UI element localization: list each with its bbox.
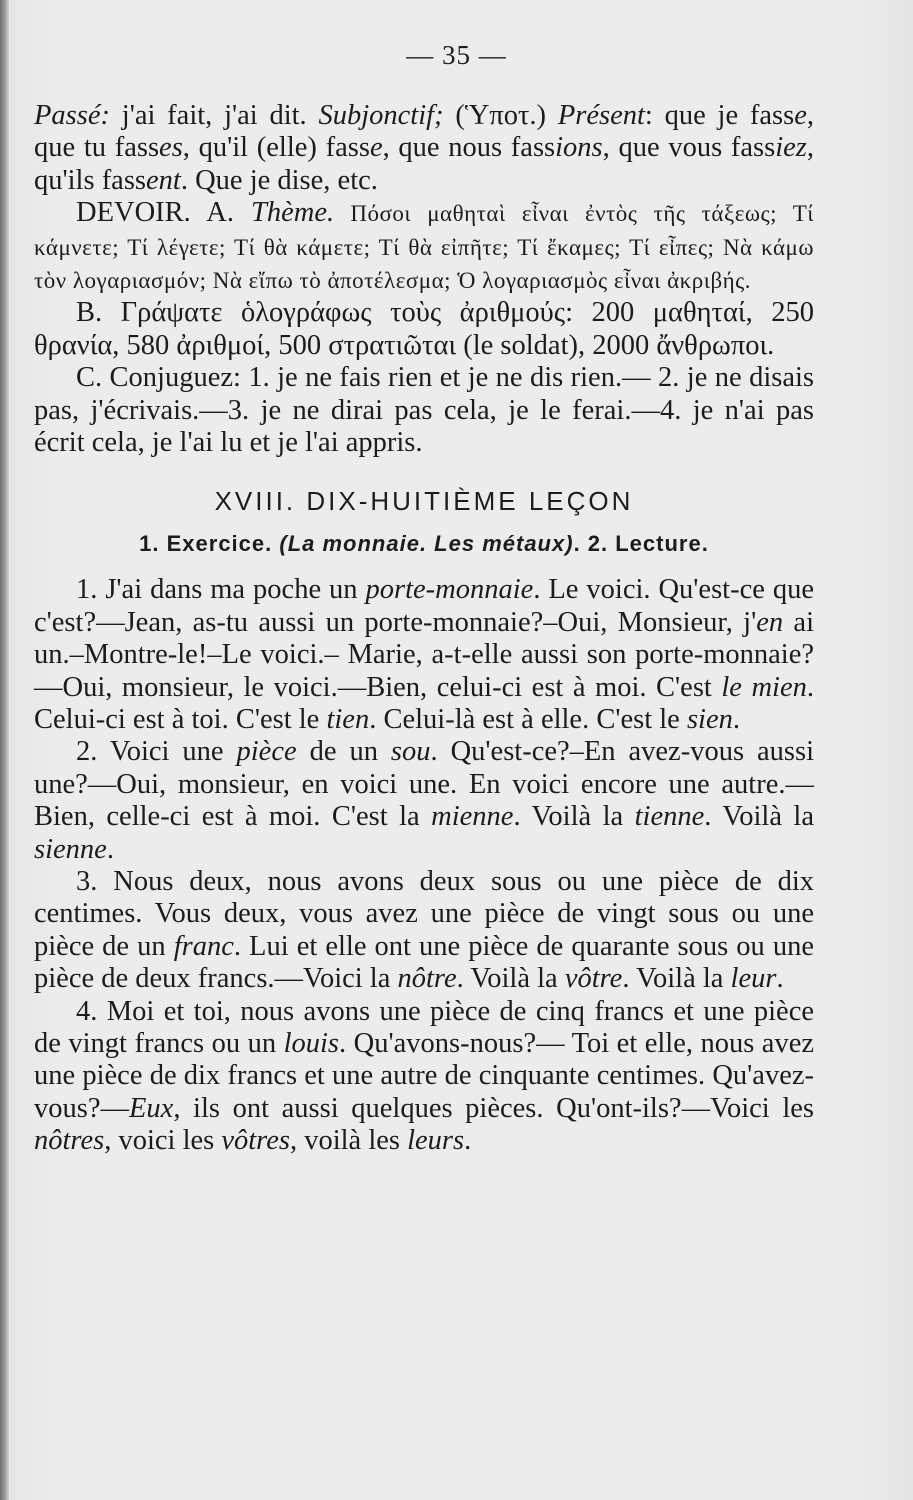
devoir-a-run: Thème. — [251, 197, 335, 229]
para-3-run: . Voilà la — [456, 963, 565, 995]
reading-paragraph-3 — [34, 866, 814, 996]
para-3-run: . Lui et elle ont une pièce de quarante sous ou une pièce de deux francs.—Voici la — [34, 930, 814, 995]
para-4-run: , ils ont aussi quelques pièces. Qu'ont-ils?—Voici les — [173, 1092, 814, 1124]
para1-run: : que je fass — [644, 100, 795, 131]
lesson-title: XVIII. DIX-HUITIÈME LEÇON — [214, 486, 634, 517]
para-1-run: porte-monnaie — [365, 574, 534, 606]
para-4-run: louis — [283, 1027, 340, 1059]
para1-run: , que tu fass — [34, 100, 814, 164]
para-1-run: . — [732, 703, 740, 735]
para1-run: , que vous fass — [602, 132, 776, 164]
para-2-run: sou — [390, 736, 431, 768]
para-2-run: sienne — [34, 833, 107, 865]
para-1-run: . Le voici. Qu'est-ce que c'est?—Jean, as-tu aussi un porte-monnaie?–Oui, Monsieur, j' — [34, 574, 814, 638]
para1-run: , qu'il (elle) fass — [182, 132, 370, 164]
reading-paragraph-1 — [34, 574, 814, 736]
para-1-run: le mien — [721, 671, 807, 703]
conjugation-paragraph — [34, 100, 814, 197]
para-4-run: nôtres — [34, 1125, 105, 1157]
page-body — [34, 100, 814, 1158]
para-1-run: 1. J'ai dans ma poche un — [76, 574, 366, 606]
lesson-subtitle-run: . 2. Lecture. — [573, 530, 709, 556]
para1-run: es — [159, 132, 183, 164]
reading-paragraph-4 — [34, 996, 814, 1158]
para-3-run: . Voilà la — [622, 963, 731, 995]
lesson-subtitle — [34, 528, 814, 560]
para1-run: Subjonctif; — [318, 100, 444, 131]
para-1-run: tien — [326, 703, 370, 735]
para-4-run: , voilà les — [289, 1125, 408, 1157]
para1-run: e — [794, 100, 807, 131]
para1-run: iez — [775, 132, 807, 164]
para-2-run: . Voilà la — [513, 801, 635, 833]
para1-run: ions — [555, 132, 603, 164]
para-2-run: tienne — [634, 801, 705, 833]
para-1-run: sien — [686, 703, 733, 735]
para-1-run: . Celui-là est à elle. C'est le — [369, 703, 687, 735]
para-2-run: . Voilà la — [704, 801, 814, 833]
para-1-run: ai un.–Montre-le!–Le voici.– Marie, a-t-elle aussi son porte-monnaie?—Oui, monsieur, le voici.—Bien, celui-ci est à moi. C'est — [34, 606, 814, 703]
para-2-run: mienne — [431, 801, 514, 833]
devoir-b-run: B. Γράψατε ὁλογράφως τοὺς ἀριθμούς: 200 μαθηταί, 250 θρανία, 580 ἀριθμοί, 500 στρατιῶται (le soldat), 2000 ἄνθρωποι. — [34, 297, 814, 361]
devoir-a-paragraph — [34, 197, 814, 297]
para1-run: Passé: — [34, 100, 110, 131]
para-4-run: vôtres — [221, 1125, 290, 1157]
para1-run: e — [369, 132, 383, 164]
para-2-run: . Qu'est-ce?–En avez-vous aussi une?—Oui, monsieur, en voici une. En voici encore une autre.—Bien, celle-ci est à moi. C'est la — [34, 736, 814, 833]
devoir-a-run: Πόσοι μαθηταὶ εἶναι ἐντὸς τῆς τάξεως; Τί κάμνετε; Τί λέγετε; Τί θὰ κάμετε; Τί θὰ εἰπῆτε; Τί ἔκαμες; Τί εἶπες; Νὰ κάμω τὸν λογαριασμόν; Νὰ εἴπω τὸ ἀποτέλεσμα; Ὁ λογαριασμὸς εἶναι ἀκριβής. — [34, 201, 814, 294]
para1-run: Présent — [557, 100, 645, 131]
para-3-run: 3. Nous deux, nous avons deux sous ou une pièce de dix centimes. Vous deux, vous avez une pièce de vingt sous ou une pièce de un — [34, 865, 814, 962]
page-number: — 35 — — [406, 40, 507, 70]
reading-paragraph-2 — [34, 736, 814, 866]
para-2-run: pièce — [236, 736, 297, 768]
para-2-run: . — [106, 833, 114, 865]
para-4-run: leurs — [407, 1125, 465, 1157]
para-4-run: Eux — [129, 1092, 174, 1124]
devoir-b-paragraph — [34, 297, 814, 362]
devoir-a-run: DEVOIR. A. — [76, 197, 252, 229]
para-4-run: 4. Moi et toi, nous avons une pièce de cinq francs et une pièce de vingt francs ou un — [34, 995, 814, 1059]
para-3-run: vôtre — [564, 963, 623, 995]
lesson-subtitle-run: (La monnaie. Les métaux) — [279, 530, 574, 556]
para-3-run: . — [776, 963, 784, 995]
para-3-run: franc — [173, 930, 234, 962]
para-3-run: nôtre — [397, 963, 457, 995]
lesson-subtitle-run: 1. Exercice. — [139, 530, 280, 556]
para-3-run: leur — [730, 963, 777, 995]
para1-run: j'ai fait, j'ai dit. — [109, 100, 319, 131]
para1-run: , que nous fass — [382, 132, 556, 164]
para-4-run: . — [464, 1125, 472, 1157]
para1-run: ent — [146, 164, 181, 196]
devoir-c-run: C. Conjuguez: 1. je ne fais rien et je ne dis rien.— 2. je ne disais pas, j'écrivais.—3. je ne dirai pas cela, je le ferai.—4. je n'ai pas écrit cela, je l'ai lu et je l'ai appris. — [34, 362, 814, 459]
para1-run: (Ὑποτ.) — [443, 100, 558, 131]
devoir-c-paragraph — [34, 362, 814, 459]
para-4-run: , voici les — [104, 1125, 222, 1157]
book-spine-edge — [0, 0, 9, 1500]
para1-run: , qu'ils fass — [34, 132, 814, 196]
para1-run: . Que je dise, etc. — [180, 164, 378, 196]
para-4-run: . Qu'avons-nous?— Toi et elle, nous avez une pièce de dix francs et une autre de cinquante centimes. Qu'avez-vous?— — [34, 1027, 815, 1124]
para-2-run: 2. Voici une — [76, 736, 237, 768]
para-2-run: de un — [296, 736, 391, 768]
para-1-run: . Celui-ci est à toi. C'est le — [34, 671, 815, 735]
para-1-run: en — [756, 606, 784, 638]
